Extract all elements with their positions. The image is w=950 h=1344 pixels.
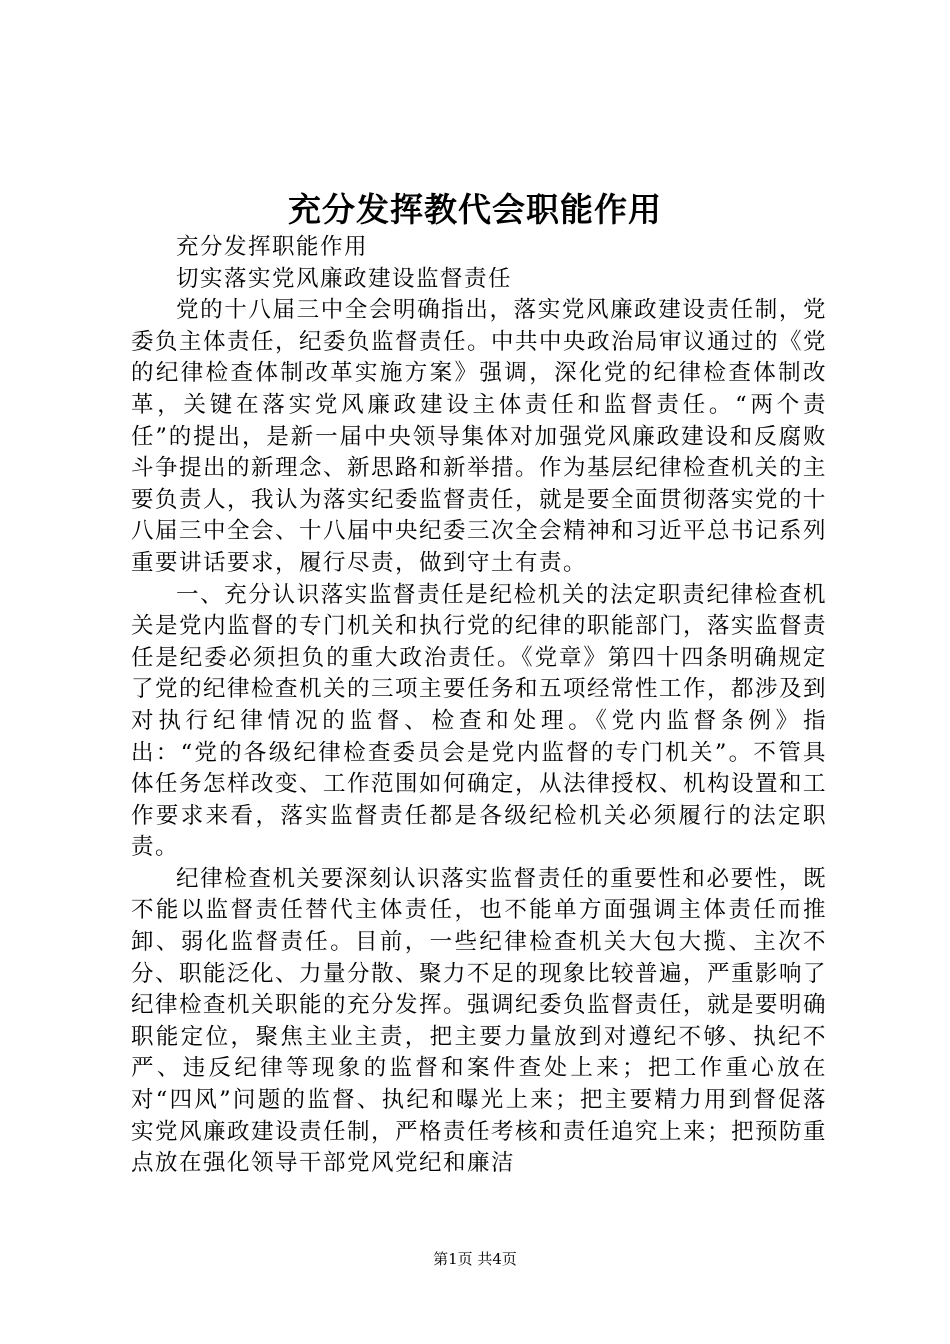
document-body bbox=[131, 232, 827, 1180]
body-paragraph: 一、充分认识落实监督责任是纪检机关的法定职责纪律检查机关是党内监督的专门机关和执行党的纪律的职能部门，落实监督责任是纪委必须担负的重大政治责任。《党章》第四十四条明确规定了党的纪律检查机关的三项主要任务和五项经常性工作，都涉及到对执行纪律情况的监督、检查和处理。《党内监督条例》指出：“党的各级纪律检查委员会是党内监督的专门机关”。不管具体任务怎样改变、工作范围如何确定，从法律授权、机构设置和工作要求来看，落实监督责任都是各级纪检机关必须履行的法定职责。 bbox=[131, 581, 828, 861]
subtitle-line-1: 充分发挥职能作用 bbox=[176, 234, 369, 260]
body-paragraph: 党的十八届三中全会明确指出，落实党风廉政建设责任制，党委负主体责任，纪委负监督责任。中共中央政治局审议通过的《党的纪律检查体制改革实施方案》强调，深化党的纪律检查体制改革，关键在落实党风廉政建设主体责任和监督责任。“两个责任”的提出，是新一届中央领导集体对加强党风廉政建设和反腐败斗争提出的新理念、新思路和新举措。作为基层纪律检查机关的主要负责人，我认为落实纪委监督责任，就是要全面贯彻落实党的十八届三中全会、十八届中央纪委三次全会精神和习近平总书记系列重要讲话要求，履行尽责，做到守土有责。 bbox=[131, 297, 828, 576]
page-number-footer: 第1页 共4页 bbox=[433, 1250, 517, 1268]
subtitle-line-2: 切实落实党风廉政建设监督责任 bbox=[176, 265, 513, 292]
body-paragraph: 纪律检查机关要深刻认识落实监督责任的重要性和必要性，既不能以监督责任替代主体责任，也不能单方面强调主体责任而推卸、弱化监督责任。目前，一些纪律检查机关大包大揽、主次不分、职能泛化、力量分散、聚力不足的现象比较普遍，严重影响了纪律检查机关职能的充分发挥。强调纪委负监督责任，就是要明确职能定位，聚焦主业主责，把主要力量放到对遵纪不够、执纪不严、违反纪律等现象的监督和案件查处上来；把工作重心放在对“四风”问题的监督、执纪和曝光上来；把主要精力用到督促落实党风廉政建设责任制，严格责任考核和责任追究上来；把预防重点放在强化领导干部党风党纪和廉洁 bbox=[131, 865, 828, 1177]
document-title: 充分发挥教代会职能作用 bbox=[288, 190, 662, 229]
